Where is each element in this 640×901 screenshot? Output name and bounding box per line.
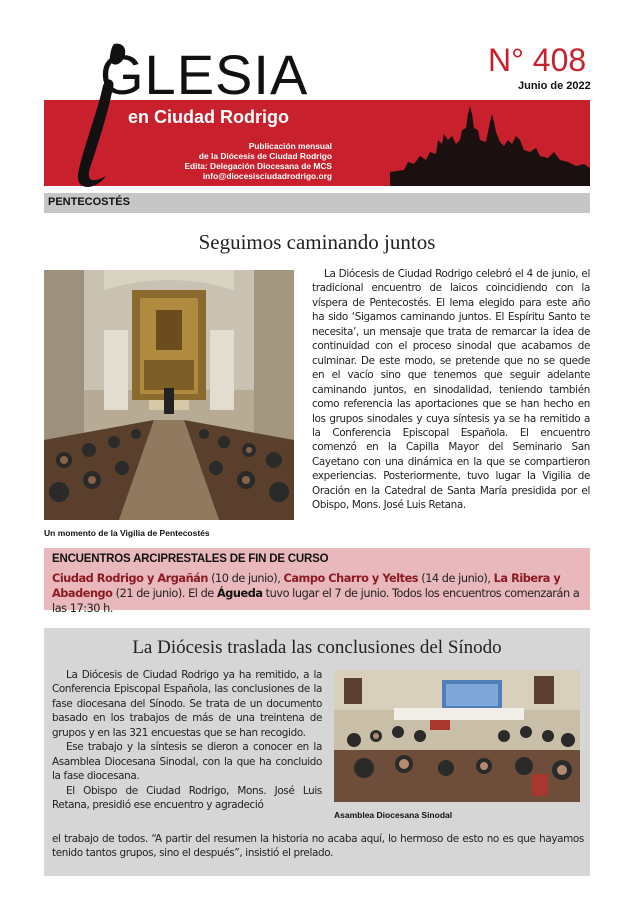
publication-line: Edita: Delegación Diocesana de MCS bbox=[184, 161, 332, 171]
place-name: Campo Charro y Yeltes bbox=[283, 572, 419, 585]
cathedral-skyline-icon bbox=[390, 100, 590, 186]
assembly-hall-image bbox=[334, 670, 580, 802]
place-name: Águeda bbox=[216, 587, 263, 600]
assembly-photo bbox=[334, 670, 580, 802]
publication-line: de la Diócesis de Ciudad Rodrigo bbox=[198, 151, 332, 161]
issue-date: Junio de 2022 bbox=[518, 80, 591, 92]
synod-headline: La Diócesis traslada las conclusiones del Sínodo bbox=[132, 637, 502, 658]
publication-line: Publicación mensual bbox=[248, 141, 332, 151]
place-name: La Ribera y Abadengo bbox=[52, 572, 561, 600]
section-label: PENTECOSTÉS bbox=[48, 196, 130, 208]
masthead-subtitle: en Ciudad Rodrigo bbox=[128, 107, 289, 127]
synod-body-continued: el trabajo de todos. “A partir del resumen la historia no acaba aquí, lo hermoso de esto no es que hayamos tenido tantos grupos, sino el después”, insistió el prelado. bbox=[52, 833, 584, 860]
publication-email: info@diocesisciudadrodrigo.org bbox=[202, 171, 332, 181]
synod-paragraph: El Obispo de Ciudad Rodrigo, Mons. José Luis Retana, presidió ese encuentro y agradeció bbox=[52, 784, 322, 812]
church-interior-image bbox=[44, 270, 294, 520]
publication-info bbox=[150, 141, 332, 181]
vigil-photo bbox=[44, 270, 294, 520]
synod-paragraph: Ese trabajo y la síntesis se dieron a conocer en la Asamblea Diocesana Sinodal, con la que ha concluido la fase diocesana. bbox=[52, 741, 322, 783]
synod-paragraph: La Diócesis de Ciudad Rodrigo ya ha remitido, a la Conferencia Episcopal Española, las conclusiones de la fase diocesana del Sínodo. Se trata de un documento basado en los trabajos de más de una treintena de grupos y en las 321 encuestas que se han recogido. bbox=[52, 669, 322, 739]
article-headline: Seguimos caminando juntos bbox=[198, 230, 436, 254]
event-date: (10 de junio), bbox=[207, 572, 284, 585]
place-name: Ciudad Rodrigo y Argañán bbox=[52, 572, 208, 585]
event-date: (14 de junio), bbox=[418, 572, 494, 585]
event-date: (21 de junio). El de bbox=[112, 587, 217, 600]
article-body: La Diócesis de Ciudad Rodrigo celebró el 4 de junio, el tradicional encuentro de laicos coincidiendo con la víspera de Pentecostés. El lema elegido para este año ha sido ‘Sigamos caminando juntos. El Espíritu Santo te necesita’, un mensaje que trata de remarcar la idea de continuidad con el proceso sinodal que acabamos de culminar. De este modo, se pretende que no se quede en el vacío sino que tenemos que seguir adelante caminando juntos, en sinodalidad, teniendo también como referencia las aportaciones que se han hecho en los grupos sinodales y cuya síntesis ya se ha remitido a la Conferencia Episcopal Española. El encuentro comenzó en la Capilla Mayor del Seminario San Cayetano con una dinámica en la que se compartieron experiencias. Posteriormente, tuvo lugar la Vigilia de Oración en la Catedral de Santa María presidida por el Obispo, Mons. José Luis Retana. bbox=[312, 268, 590, 512]
encuentros-body bbox=[52, 571, 582, 616]
synod-body bbox=[52, 668, 322, 813]
event-note: tuvo lugar el 7 de junio. Todos los encuentros comenzarán a las 17:30 h. bbox=[52, 587, 580, 615]
encuentros-title: ENCUENTROS ARCIPRESTALES DE FIN DE CURSO bbox=[52, 553, 329, 565]
assembly-photo-caption: Asamblea Diocesana Sinodal bbox=[334, 810, 453, 820]
photo-caption: Un momento de la Vigilia de Pentecostés bbox=[44, 528, 210, 538]
masthead-logo-text: GLESIA bbox=[100, 43, 309, 106]
issue-number: N° 408 bbox=[488, 42, 587, 78]
